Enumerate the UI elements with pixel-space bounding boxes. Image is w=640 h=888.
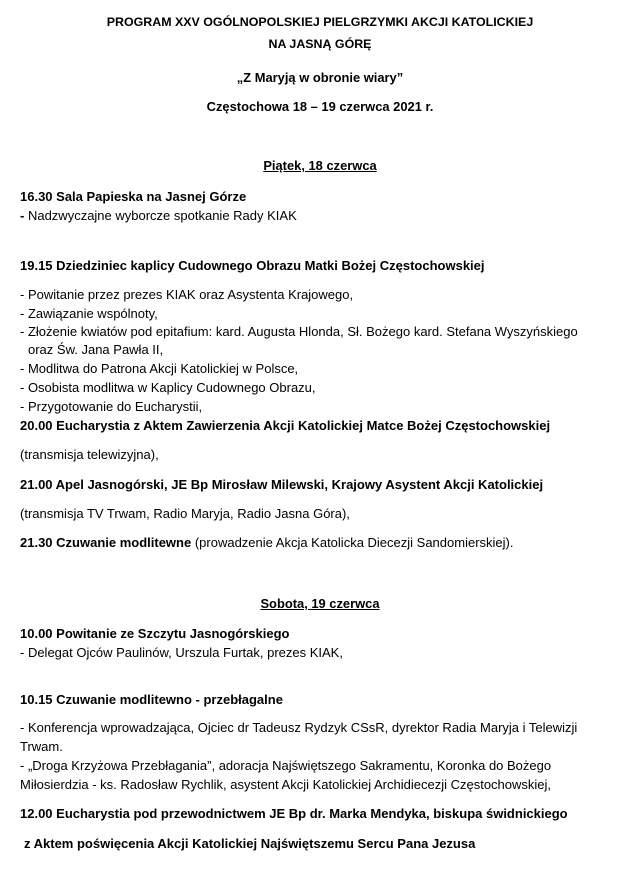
event-1630-item xyxy=(20,208,297,224)
event-1915-item-3: - Złożenie kwiatów pod epitafium: kard. Augusta Hlonda, Sł. Bożego kard. Stefana Wyszyńskiego xyxy=(20,324,578,339)
event-2100-title: 21.00 Apel Jasnogórski, JE Bp Mirosław Milewski, Krajowy Asystent Akcji Katolickiej xyxy=(20,477,544,492)
event-2130 xyxy=(20,535,513,551)
event-1630-dash: - xyxy=(20,208,25,223)
event-2000-note: (transmisja telewizyjna), xyxy=(20,447,159,462)
event-1915-item-2: - Zawiązanie wspólnoty, xyxy=(20,306,158,321)
event-1915-item-6: - Przygotowanie do Eucharystii, xyxy=(20,399,203,414)
day-2-heading: Sobota, 19 czerwca xyxy=(260,596,380,611)
event-1915-item-1: - Powitanie przez prezes KIAK oraz Asystenta Krajowego, xyxy=(20,287,354,302)
document-motto: „Z Maryją w obronie wiary” xyxy=(236,70,404,85)
event-2130-note: (prowadzenie Akcja Katolicka Diecezji Sandomierskiej). xyxy=(191,535,514,550)
event-1200-title-line-2: z Aktem poświęcenia Akcji Katolickiej Najświętszemu Sercu Pana Jezusa xyxy=(24,836,476,851)
event-1015-item-2: - „Droga Krzyżowa Przebłagania”, adoracja Najświętszego Sakramentu, Koronka do Bożego xyxy=(20,758,552,773)
event-1630-item-text: Nadzwyczajne wyborcze spotkanie Rady KIAK xyxy=(24,208,297,223)
event-1015-item-2-cont: Miłosierdzia - ks. Radosław Rychlik, asystent Akcji Katolickiej Archidiecezji Częstochowskiej, xyxy=(20,777,552,792)
day-1-heading: Piątek, 18 czerwca xyxy=(263,158,377,173)
event-1200-title-line-1: 12.00 Eucharystia pod przewodnictwem JE Bp dr. Marka Mendyka, biskupa świdnickiego xyxy=(20,806,568,821)
event-1015-item-1: - Konferencja wprowadzająca, Ojciec dr Tadeusz Rydzyk CSsR, dyrektor Radia Maryja i Telewizji xyxy=(20,720,578,735)
document-title-line-1: PROGRAM XXV OGÓLNOPOLSKIEJ PIELGRZYMKI AKCJI KATOLICKIEJ xyxy=(106,15,534,29)
document-place-date: Częstochowa 18 – 19 czerwca 2021 r. xyxy=(206,99,434,114)
event-1915-item-3-cont: oraz Św. Jana Pawła II, xyxy=(28,342,164,357)
document-title-line-2: NA JASNĄ GÓRĘ xyxy=(268,37,372,51)
event-2130-title: 21.30 Czuwanie modlitewne xyxy=(20,535,192,550)
event-1000-item: - Delegat Ojców Paulinów, Urszula Furtak, prezes KIAK, xyxy=(20,645,343,660)
event-1915-title: 19.15 Dziedziniec kaplicy Cudownego Obrazu Matki Bożej Częstochowskiej xyxy=(20,258,485,273)
event-2100-note: (transmisja TV Trwam, Radio Maryja, Radio Jasna Góra), xyxy=(20,506,350,521)
event-2000-title: 20.00 Eucharystia z Aktem Zawierzenia Akcji Katolickiej Matce Bożej Częstochowskiej xyxy=(20,418,551,433)
event-1915-item-4: - Modlitwa do Patrona Akcji Katolickiej w Polsce, xyxy=(20,361,299,376)
event-1915-item-5: - Osobista modlitwa w Kaplicy Cudownego Obrazu, xyxy=(20,380,316,395)
event-1630-title: 16.30 Sala Papieska na Jasnej Górze xyxy=(20,189,247,204)
event-1000-title: 10.00 Powitanie ze Szczytu Jasnogórskiego xyxy=(20,626,290,641)
event-1015-item-1-cont: Trwam. xyxy=(20,739,63,754)
event-1015-title: 10.15 Czuwanie modlitewno - przebłagalne xyxy=(20,692,283,707)
